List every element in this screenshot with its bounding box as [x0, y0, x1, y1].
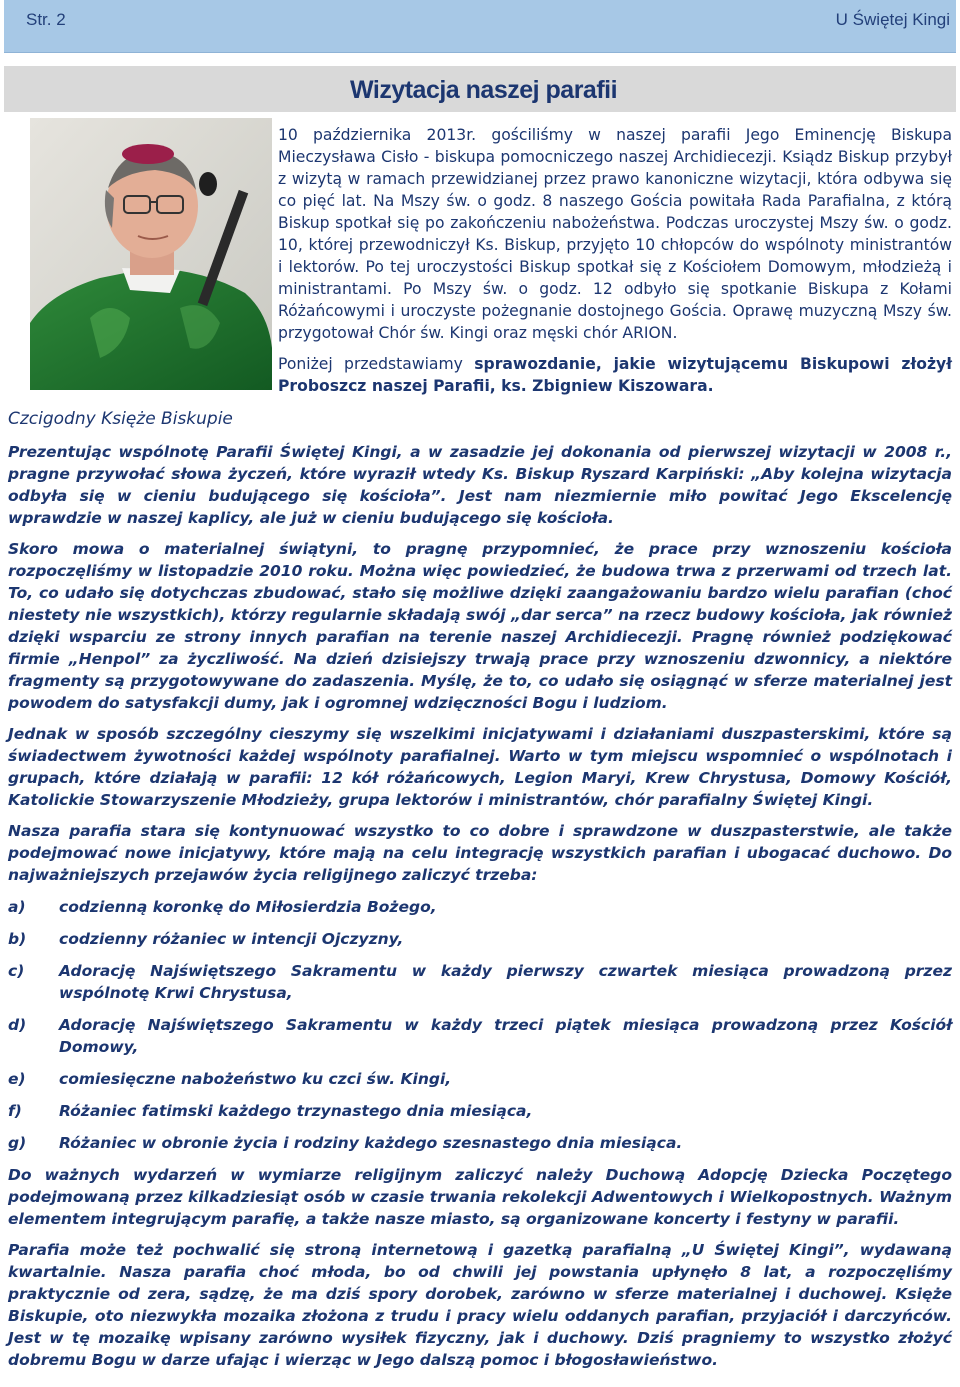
list-item-text: Różaniec w obronie życia i rodziny każdego szesnastego dnia miesiąca.: [59, 1134, 683, 1152]
closing-paragraph: Parafia może też pochwalić się stroną internetową i gazetką parafialną „U Świętej Kingi”, wydawaną kwartalnie. Nasza parafia choć młoda, bo od chwili jej powstania upłynęło 8 lat, a rozpoczęliśmy praktycznie od zera, sądzę, że ma dziś spory dorobek, zarówno w sferze materialnej i duchowej. Księże Biskupie, oto niezwykła mozaika złożona z trudu i pracy wielu oddanych parafian, przyjaciół i darczyńców. Jest w tę mozaikę wpisany zarówno wysiłek fizyczny, jak i duchowy. Dziś pragniemy to wszystko złożyć dobremu Bogu w darze ufając i wierząc w Jego dalszą pomoc i błogosławieństwo.: [8, 1241, 952, 1369]
list-marker: a): [8, 898, 26, 916]
list-marker: g): [8, 1134, 27, 1152]
bishop-portrait-image: [30, 118, 272, 390]
title-bar: [4, 66, 956, 112]
body-paragraph: Nasza parafia stara się kontynuować wszystko to co dobre i sprawdzone w duszpasterstwie, ale także podejmować nowe inicjatywy, które mają na celu integrację wszystkich parafian i ubogacać duchowo. Do najważniejszych przejawów życia religijnego zaliczyć trzeba:: [8, 822, 952, 884]
list-item-text: comiesięczne nabożeństwo ku czci św. Kingi,: [59, 1070, 452, 1088]
article-title: Wizytacja naszej parafii: [350, 76, 618, 104]
list-item: [8, 896, 952, 918]
list-marker: f): [8, 1102, 22, 1120]
list-item: [8, 1014, 952, 1058]
list-item-text: Adorację Najświętszego Sakramentu w każdy pierwszy czwartek miesiąca prowadzoną przez wspólnotę Krwi Chrystusa,: [59, 962, 952, 1002]
page-header: [4, 0, 956, 53]
article-intro: [278, 124, 952, 397]
religious-life-list: [8, 896, 952, 1154]
list-item: [8, 1100, 952, 1122]
list-marker: e): [8, 1070, 26, 1088]
intro-report-bold: sprawozdanie, jakie wizytującemu Biskupowi złożył Proboszcz naszej Parafii, ks. Zbigniew Kiszowara.: [278, 355, 952, 395]
list-item-text: codzienny różaniec w intencji Ojczyzny,: [59, 930, 404, 948]
page-number: Str. 2: [26, 10, 66, 29]
intro-paragraph: 10 października 2013r. gościliśmy w naszej parafii Jego Eminencję Biskupa Mieczysława Cisło - biskupa pomocniczego naszej Archidiecezji. Ksiądz Biskup przybył z wizytą w ramach przewidzianej przez prawo kanoniczne wizytacji, która odbywa się co pięć lat. Na Mszy św. o godz. 8 naszego Gościa powitała Rada Parafialna, z którą Biskup spotkał się po zakończeniu nabożeństwa. Podczas uroczystej Mszy św. o godz. 10, której przewodniczył Ks. Biskup, przyjęto 10 chłopców do wspólnoty ministrantów i lektorów. Po tej uroczystości Biskup spotkał się z Kościołem Domowym, młodzieżą i ministrantami. Po Mszy św. o godz. 12 odbyło się spotkanie Biskupa z Kołami Różańcowymi i uroczyste pożegnanie dostojnego Gościa. Oprawę muzyczną Mszy św. przygotował Chór św. Kingi oraz męski chór ARION.: [278, 126, 952, 342]
intro-report-lead: Poniżej przedstawiamy: [278, 355, 475, 373]
list-marker: d): [8, 1016, 27, 1034]
list-marker: c): [8, 962, 25, 980]
list-item-text: codzienną koronkę do Miłosierdzia Bożego,: [59, 898, 437, 916]
bishop-photo: [30, 118, 272, 390]
list-marker: b): [8, 930, 27, 948]
list-item: [8, 1132, 952, 1154]
list-item: [8, 928, 952, 950]
list-item: [8, 1068, 952, 1090]
body-paragraph: Skoro mowa o materialnej świątyni, to pragnę przypomnieć, że prace przy wznoszeniu kościoła rozpoczęliśmy w listopadzie 2010 roku. Można więc powiedzieć, że budowa trwa z przerwami od trzech lat. To, co udało się dotychczas zbudować, stało się możliwe dzięki zaangażowaniu bardzo wielu parafian (choć niestety nie wszystkich), którzy regularnie składają swój „dar serca” na rzecz budowy kościoła, jak również dzięki wsparciu ze strony innych parafian na terenie naszej Archidiecezji. Pragnę również podziękować firmie „Henpol” za życzliwość. Na dzień dzisiejszy trwają prace przy wznoszeniu dzwonnicy, a niektóre fragmenty są przygotowywane do zadaszenia. Myślę, że to, co udało się osiągnąć w sferze materialnej jest powodem do satysfakcji dumy, jak i ogromnej wdzięczności Bogu i ludziom.: [8, 540, 952, 712]
list-item-text: Adorację Najświętszego Sakramentu w każdy trzeci piątek miesiąca prowadzoną przez Kościół Domowy,: [59, 1016, 952, 1056]
body-paragraph: Prezentując wspólnotę Parafii Świętej Kingi, a w zasadzie jej dokonania od pierwszej wizytacji w 2008 r., pragne przywołać słowa życzeń, które wyraził wtedy Ks. Biskup Ryszard Karpiński: „Aby kolejna wizytacja odbyła się w cieniu budującego się kościoła”. Jest nam niezmiernie miło powitać Jego Ekscelencję wprawdzie w naszej kaplicy, ale już w cieniu budującego się kościoła.: [8, 443, 952, 527]
body-paragraph: Jednak w sposób szczególny cieszymy się wszelkimi inicjatywami i działaniami duszpasterskimi, które są świadectwem żywotności każdej wspólnoty parafialnej. Warto w tym miejscu wspomnieć o wspólnotach i grupach, które działają w parafii: 12 kół różańcowych, Legion Maryi, Krew Chrystusa, Domowy Kościół, Katolickie Stowarzyszenie Młodzieży, grupa lektorów i ministrantów, chór parafialny Świętej Kingi.: [8, 725, 952, 809]
intro-paragraph-report: [278, 353, 952, 397]
closing-paragraph: Do ważnych wydarzeń w wymiarze religijnym zaliczyć należy Duchową Adopcję Dziecka Poczętego podejmowaną przez kilkadziesiąt osób w czasie trwania rekolekcji Adwentowych i Wielkopostnych. Ważnym elementem integrującym parafię, a także nasze miasto, są organizowane koncerty i festyny w parafii.: [8, 1166, 952, 1228]
list-item: [8, 960, 952, 1004]
magazine-name: U Świętej Kingi: [835, 10, 950, 29]
list-item-text: Różaniec fatimski każdego trzynastego dnia miesiąca,: [59, 1102, 533, 1120]
article-body: [8, 441, 952, 1371]
photo-caption: Czcigodny Księże Biskupie: [8, 409, 233, 429]
